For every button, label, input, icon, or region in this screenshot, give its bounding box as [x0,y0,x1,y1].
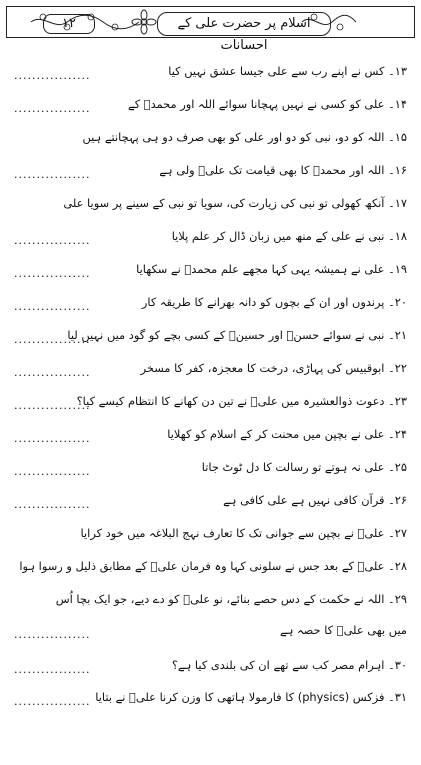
list-item [14,225,407,249]
answer-blank: ................. [14,267,91,280]
item-text: میں بھی علیؑ کا حصہ ہے [280,623,407,637]
list-item [14,291,407,315]
list-item [14,324,407,348]
item-text: ۲۱۔ نبی نے سوائے حسنؑ اور حسینؑ کے کسی بچے کو گود میں نہیں لیا [67,328,407,342]
item-text: ۲۶۔ قرآن کافی نہیں ہے علی کافی ہے [223,493,407,507]
list-item [14,93,407,117]
answer-blank: ................. [14,498,91,511]
answer-blank: ................. [14,399,91,412]
answer-blank: ................. [14,102,91,115]
answer-blank: ................. [14,366,91,379]
list-item [14,192,407,216]
item-text: ۱۹۔ علی نے ہمیشہ یہی کہا مجھے علم محمدؐ نے سکھایا [136,262,407,276]
list-item [14,619,407,643]
answer-blank: ................. [14,628,91,641]
list-item [14,390,407,414]
answer-blank: ................. [14,432,91,445]
answer-blank: ................. [14,69,91,82]
item-text: ۲۳۔ دعوت ذوالعشیرہ میں علیؑ نے تین دن کھانے کا انتظام کیسے کیا؟ [76,394,407,408]
item-text: ۱۷۔ آنکھ کھولی تو نبی کی زیارت کی، سویا تو نبی کے سینے پر سویا علی [63,196,407,210]
list-item [14,423,407,447]
list-item [14,555,407,579]
page-number: ۱۲ [43,14,95,34]
answer-blank: ................. [14,695,91,708]
list-item [14,258,407,282]
list-item [14,60,407,84]
answer-blank: ................. [14,465,91,478]
list-item [14,126,407,150]
list-item [14,357,407,381]
item-text: ۲۸۔ علیؑ کے بعد جس نے سلونی کہا وہ فرمان علیؑ کے مطابق ذلیل و رسوا ہوا [19,559,407,573]
answer-blank: ................. [14,168,91,181]
item-text: ۲۴۔ علی نے بچپن میں محنت کر کے اسلام کو کھلایا [167,427,407,441]
answer-blank: ................. [14,333,91,346]
list-item [14,159,407,183]
list-item [14,456,407,480]
item-text: ۲۷۔ علیؑ نے بچپن سے جوانی تک کا تعارف نہج البلاغہ میں خود کرایا [80,526,407,540]
item-text: ۳۱۔ فزکس (physics) کا فارمولا ہاتھی کا وزن کرنا علیؑ نے بتایا [95,690,407,704]
page-header [6,6,415,53]
list-item [14,489,407,513]
item-text: ۱۳۔ کس نے اپنے رب سے علی جیسا عشق نہیں کیا [168,64,407,78]
flower-ornament-icon [131,9,157,35]
answer-blank: ................. [14,234,91,247]
item-text: ۲۵۔ علی نہ ہوتے تو رسالت کا دل ٹوٹ جاتا [201,460,407,474]
item-text: ۲۹۔ اللہ نے حکمت کے دس حصے بنائے، نو علیؑ کو دے دیے، جو ایک بچا اُس [55,592,407,606]
item-text: ۳۰۔ اہرام مصر کب سے تھے ان کی بلندی کیا ہے؟ [171,658,407,672]
item-text: ۲۰۔ پرندوں اور ان کے بچوں کو دانہ بھرانے کا طریقہ کار [141,295,407,309]
answer-blank: ................. [14,663,91,676]
item-text: ۲۲۔ ابوقبیس کی پہاڑی، درخت کا معجزہ، کفر کا مسخر [140,361,407,375]
item-text: ۱۴۔ علی کو کسی نے نہیں پہچانا سوائے اللہ اور محمدؐ کے [128,97,407,111]
list-item [14,522,407,546]
list-item [14,588,407,612]
list-item [14,654,407,678]
page-title: اسلام پر حضرت علی کے احسانات [157,12,331,36]
item-text: ۱۸۔ نبی نے علی کے منھ میں زبان ڈال کر علم پلایا [171,229,407,243]
item-text: ۱۶۔ اللہ اور محمدؐ کا بھی قیامت تک علیؑ ولی ہے [159,163,407,177]
list-item [14,686,407,710]
floral-border-right-icon [300,11,358,33]
item-text: ۱۵۔ اللہ کو دو، نبی کو دو اور علی کو بھی صرف دو ہی پہچانتے ہیں [82,130,407,144]
answer-blank: ................. [14,300,91,313]
